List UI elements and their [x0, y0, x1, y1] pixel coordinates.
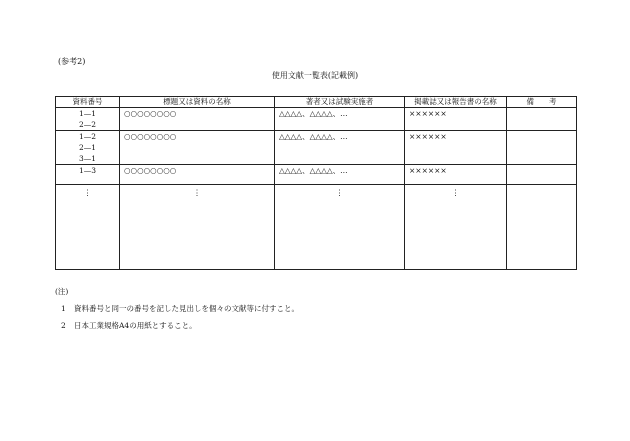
cell-remarks	[507, 131, 577, 165]
cell-author	[275, 165, 405, 185]
cell-remarks	[507, 165, 577, 185]
table-row	[56, 131, 577, 165]
cell-author	[275, 108, 405, 131]
cell-continuation	[56, 185, 120, 270]
material-number: 3—1	[78, 154, 97, 163]
material-number: 1—2	[78, 132, 97, 141]
cell-material-number	[56, 131, 120, 165]
header-title: 標題又は資料の名称	[120, 97, 275, 108]
table-header-row	[56, 97, 577, 108]
journal-text: ××××××	[409, 166, 447, 175]
cell-title	[120, 165, 275, 185]
continuation-mark: ⋮	[451, 188, 460, 197]
title-text: ○○○○○○○○	[124, 166, 177, 175]
cell-remarks	[507, 185, 577, 270]
table-row-continuation	[56, 185, 577, 270]
header-author: 著者又は試験実施者	[275, 97, 405, 108]
continuation-mark: ⋮	[193, 188, 201, 197]
cell-material-number	[56, 165, 120, 185]
note-item	[61, 303, 299, 314]
literature-table	[55, 96, 577, 270]
cell-remarks	[507, 108, 577, 131]
table-row	[56, 165, 577, 185]
header-remarks: 備 考	[507, 97, 577, 108]
cell-journal	[405, 165, 507, 185]
journal-text: ××××××	[409, 132, 447, 141]
table-row	[56, 108, 577, 131]
material-number: 1—1	[78, 109, 97, 118]
note-number: 1	[61, 304, 66, 313]
notes-section	[55, 286, 299, 337]
cell-author	[275, 131, 405, 165]
continuation-mark: ⋮	[335, 188, 344, 197]
header-material-number: 資料番号	[56, 97, 120, 108]
continuation-mark: ⋮	[83, 188, 92, 197]
cell-continuation	[405, 185, 507, 270]
title-text: ○○○○○○○○	[124, 109, 177, 118]
note-text: 日本工業規格A4の用紙とすること。	[74, 321, 197, 330]
material-number: 2—1	[78, 143, 97, 152]
cell-continuation	[275, 185, 405, 270]
cell-continuation	[120, 185, 275, 270]
document-title: 使用文献一覧表(記載例)	[271, 71, 359, 80]
note-text: 資料番号と同一の番号を記した見出しを個々の文献等に付すこと。	[74, 304, 299, 313]
cell-journal	[405, 131, 507, 165]
author-text: △△△△、△△△△、…	[279, 166, 348, 175]
author-text: △△△△、△△△△、…	[279, 132, 348, 141]
cell-title	[120, 131, 275, 165]
reference-label: (参考2)	[58, 57, 86, 66]
material-number: 2—2	[78, 120, 97, 129]
note-number: 2	[61, 321, 66, 330]
cell-title	[120, 108, 275, 131]
header-journal: 掲載誌又は報告書の名称	[405, 97, 507, 108]
author-text: △△△△、△△△△、…	[279, 109, 348, 118]
title-text: ○○○○○○○○	[124, 132, 177, 141]
journal-text: ××××××	[409, 109, 447, 118]
note-item	[61, 320, 299, 331]
cell-journal	[405, 108, 507, 131]
material-number: 1—3	[78, 166, 97, 175]
cell-material-number	[56, 108, 120, 131]
notes-heading: (注)	[55, 287, 69, 296]
